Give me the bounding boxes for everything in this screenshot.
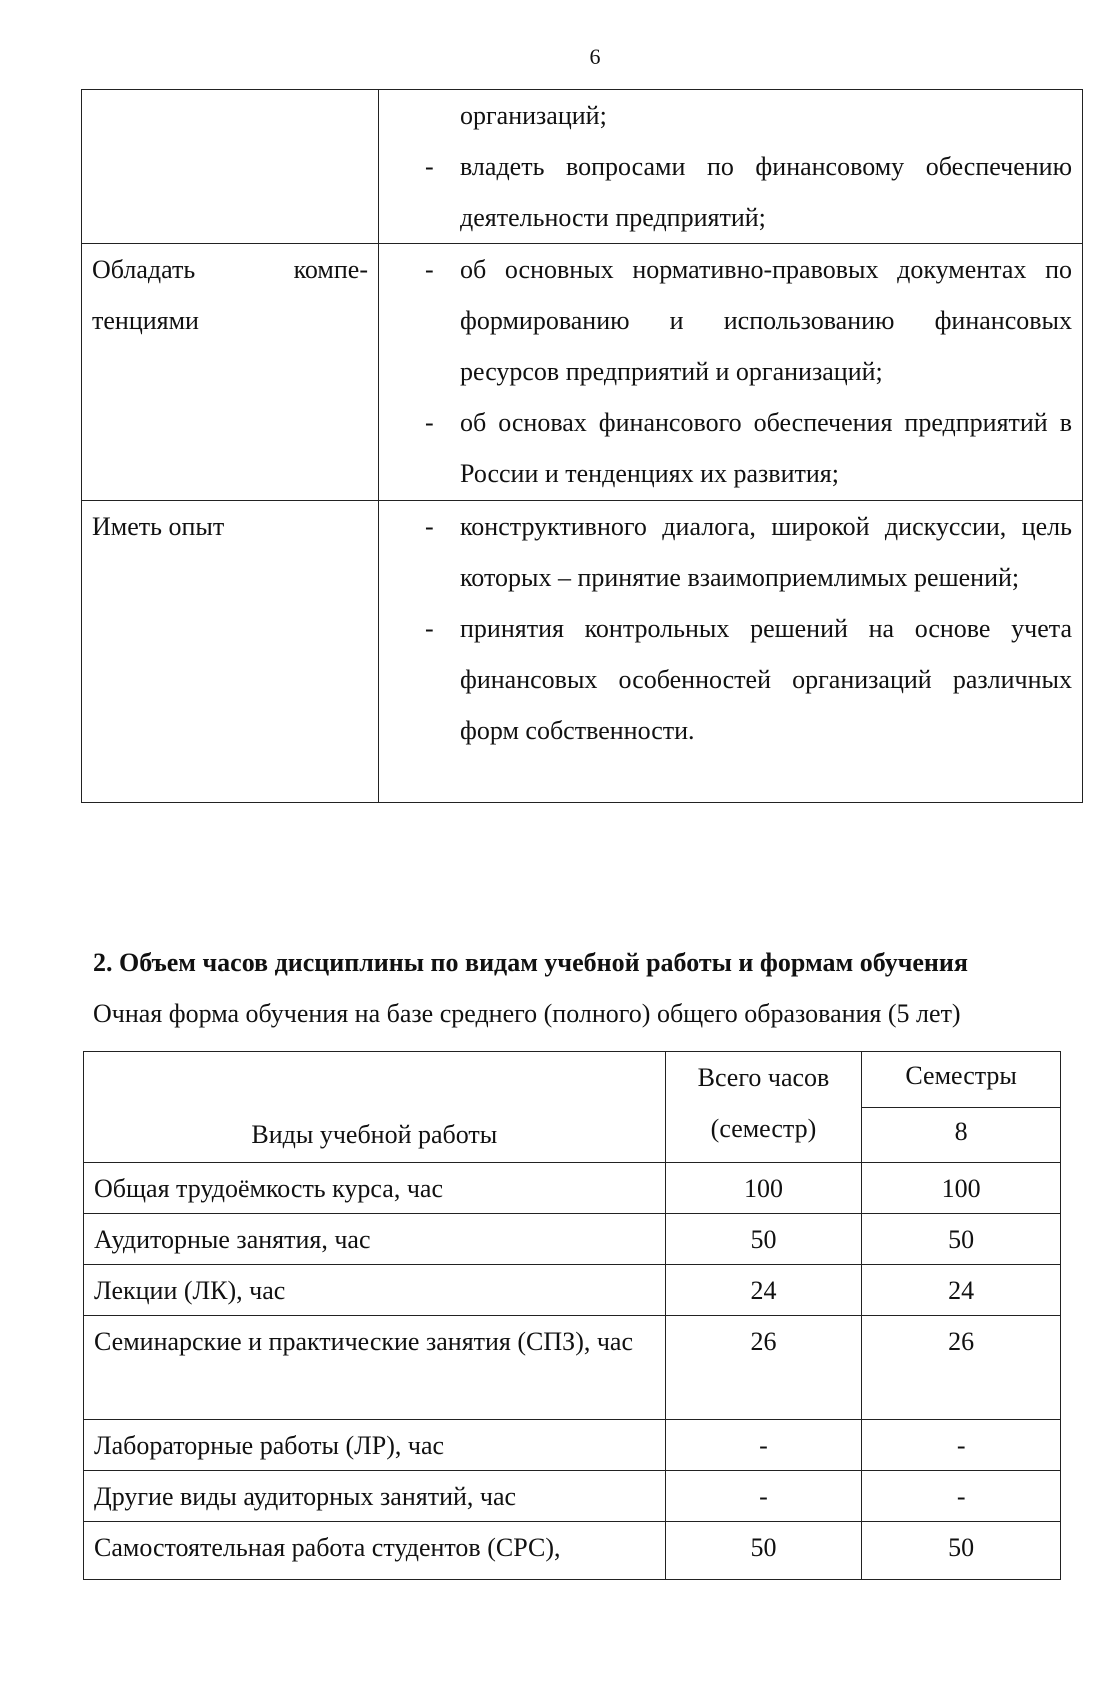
table-row [84,1471,1061,1522]
table-row [82,501,1083,803]
header-total [665,1052,862,1163]
table-row [84,1265,1061,1316]
section-subtitle: Очная форма обучения на базе среднего (полного) общего образования (5 лет) [93,999,961,1028]
row-label: Лабораторные работы (ЛР), час [84,1420,666,1471]
list-item: - принятия контрольных решений на основе учета финансовых особенностей организаций различных форм собственности. [379,603,1072,756]
row-label: Аудиторные занятия, час [84,1214,666,1265]
row-total: - [665,1420,862,1471]
header-semesters: Семестры [862,1052,1061,1108]
list-item: - владеть вопросами по финансовому обеспечению деятельности предприятий; [379,141,1072,243]
row-semester: 100 [862,1163,1061,1214]
table-row [84,1420,1061,1471]
table-row [82,90,1083,244]
label-word: тенциями [92,306,199,335]
table-row [84,1522,1061,1580]
list-item: - конструктивного диалога, широкой дискуссии, цель которых – принятие взаимоприемлимых решений; [379,501,1072,603]
header-kind: Виды учебной работы [84,1052,666,1163]
header-total-line1: Всего часов [697,1063,830,1092]
competency-label: Иметь опыт [82,501,379,803]
row-total: 24 [665,1265,862,1316]
table-row [84,1163,1061,1214]
row-semester: 50 [862,1522,1061,1580]
row-total: 26 [665,1316,862,1420]
table-header-row [84,1052,1061,1108]
row-semester: 26 [862,1316,1061,1420]
hours-table [83,1051,1061,1580]
row-semester: 50 [862,1214,1061,1265]
row-semester: 24 [862,1265,1061,1316]
competency-label [82,90,379,244]
header-total-line2: (семестр) [710,1114,817,1143]
list-item: организаций; [460,101,607,130]
row-label: Общая трудоёмкость курса, час [84,1163,666,1214]
row-semester: - [862,1420,1061,1471]
row-total: 50 [665,1214,862,1265]
competencies-table [81,89,1083,803]
label-word: компе- [293,255,368,284]
competency-content [379,90,1083,244]
competency-content [379,244,1083,501]
page-number: 6 [589,44,601,69]
row-label: Другие виды аудиторных занятий, час [84,1471,666,1522]
row-total: 100 [665,1163,862,1214]
header-semester-number: 8 [862,1107,1061,1163]
table-row [82,244,1083,501]
row-label: Лекции (ЛК), час [84,1265,666,1316]
label-word: Обладать [92,255,196,284]
table-row [84,1316,1061,1420]
row-label: Семинарские и практические занятия (СПЗ), час [84,1316,666,1420]
row-label: Самостоятельная работа студентов (СРС), [84,1522,666,1580]
competency-content [379,501,1083,803]
section-title: 2. Объем часов дисциплины по видам учебной работы и формам обучения [93,948,968,977]
table-row [84,1214,1061,1265]
row-total: - [665,1471,862,1522]
list-item: - об основах финансового обеспечения предприятий в России и тенденциях их развития; [379,397,1072,499]
competency-label [82,244,379,501]
row-semester: - [862,1471,1061,1522]
list-item: - об основных нормативно-правовых документах по формированию и использованию финансовых ресурсов предприятий и организаций; [379,244,1072,397]
row-total: 50 [665,1522,862,1580]
